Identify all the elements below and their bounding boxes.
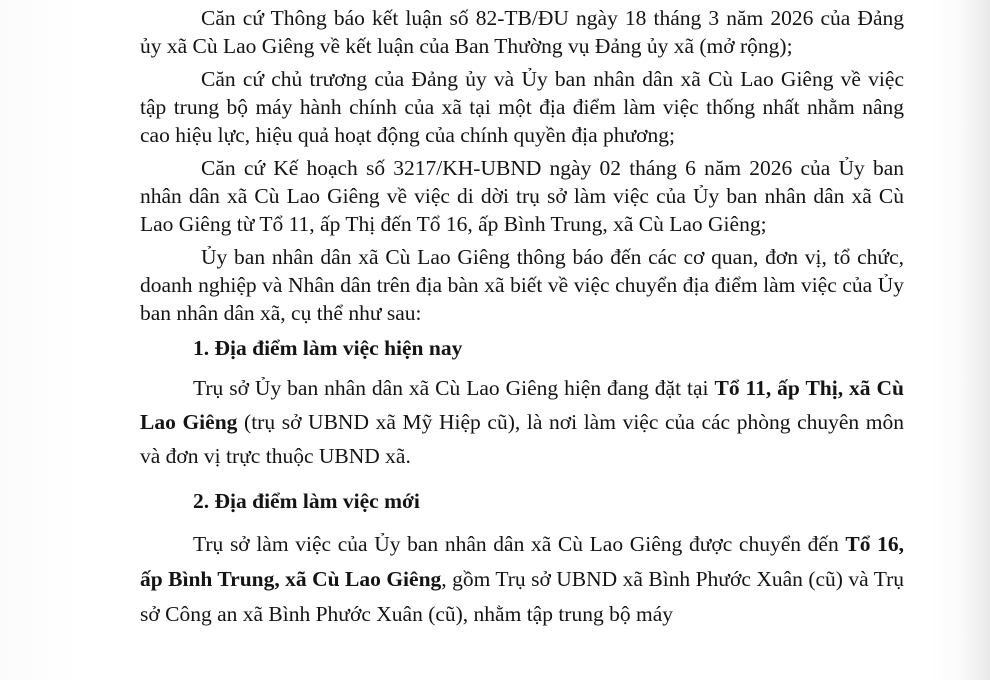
paragraph-text: Căn cứ chủ trương của Đảng ủy và Ủy ban nhân dân xã Cù Lao Giêng về việc tập trung bộ máy hành chính của xã tại một địa điểm làm việc thống nhất nhằm nâng cao hiệu lực, hiệu quả hoạt động của chính quyền địa phương; bbox=[140, 67, 904, 147]
paragraph-text: (trụ sở UBND xã Mỹ Hiệp cũ), là nơi làm việc của các phòng chuyên môn và đơn vị trực thuộc UBND xã. bbox=[140, 410, 904, 468]
paragraph-current-location bbox=[140, 371, 904, 473]
heading-new-location: 2. Địa điểm làm việc mới bbox=[193, 489, 420, 513]
paragraph-new-location bbox=[140, 527, 904, 632]
paragraph-text: Căn cứ Thông báo kết luận số 82-TB/ĐU ngày 18 tháng 3 năm 2026 của Đảng ủy xã Cù Lao Giêng về kết luận của Ban Thường vụ Đảng ủy xã (mở rộng); bbox=[140, 6, 904, 58]
paragraph-text: , gồm Trụ sở UBND xã Bình Phước Xuân (cũ) và Trụ sở Công an xã Bình Phước Xuân (cũ), nhằm tập trung bộ máy bbox=[140, 567, 904, 626]
paragraph-text: Ủy ban nhân dân xã Cù Lao Giêng thông báo đến các cơ quan, đơn vị, tổ chức, doanh nghiệp và Nhân dân trên địa bàn xã biết về việc chuyển địa điểm làm việc của Ủy ban nhân dân xã, cụ thể như sau: bbox=[140, 245, 904, 325]
paragraph-text: Trụ sở Ủy ban nhân dân xã Cù Lao Giêng hiện đang đặt tại bbox=[193, 376, 715, 400]
paragraph-legal-basis-3 bbox=[140, 154, 904, 238]
document-body bbox=[140, 0, 904, 632]
bold-address-text: Tổ 16, ấp Bình Trung, xã Cù Lao Giêng bbox=[140, 532, 904, 591]
bold-address-text: Tổ 11, ấp Thị, xã Cù Lao Giêng bbox=[140, 376, 904, 434]
paragraph-legal-basis-1 bbox=[140, 4, 904, 60]
paragraph-legal-basis-2 bbox=[140, 65, 904, 149]
heading-current-location: 1. Địa điểm làm việc hiện nay bbox=[193, 336, 463, 360]
paragraph-text: Trụ sở làm việc của Ủy ban nhân dân xã Cù Lao Giêng được chuyển đến bbox=[193, 532, 846, 556]
paragraph-text: Căn cứ Kế hoạch số 3217/KH-UBND ngày 02 tháng 6 năm 2026 của Ủy ban nhân dân xã Cù Lao Giêng về việc di dời trụ sở làm việc của Ủy ban nhân dân xã Cù Lao Giêng từ Tổ 11, ấp Thị đến Tổ 16, ấp Bình Trung, xã Cù Lao Giêng; bbox=[140, 156, 904, 236]
page-edge-shadow bbox=[960, 0, 990, 680]
paragraph-announcement bbox=[140, 243, 904, 327]
